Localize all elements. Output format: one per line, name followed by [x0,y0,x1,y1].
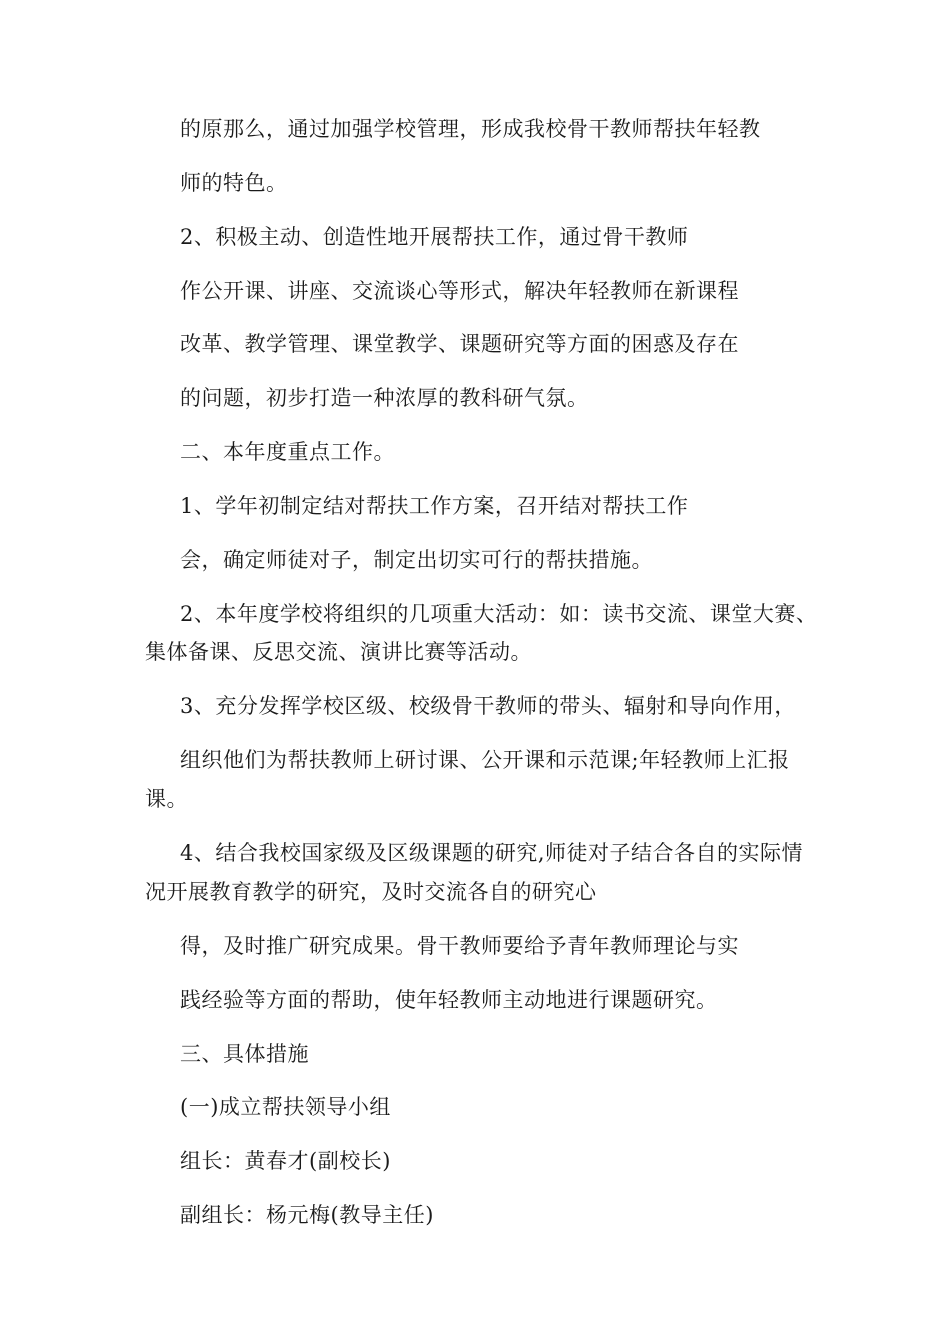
text-line: 作公开课、讲座、交流谈心等形式，解决年轻教师在新课程 [180,279,739,303]
text-line: 组长：黄春才(副校长) [180,1149,391,1173]
text-line: 况开展教育教学的研究，及时交流各自的研究心 [145,880,597,904]
text-line: 2、本年度学校将组织的几项重大活动：如：读书交流、课堂大赛、 [180,602,818,626]
text-line: 得，及时推广研究成果。骨干教师要给予青年教师理论与实 [180,934,739,958]
text-line: 1、学年初制定结对帮扶工作方案，召开结对帮扶工作 [180,494,689,518]
text-line: 师的特色。 [180,171,288,195]
text-line: 组织他们为帮扶教师上研讨课、公开课和示范课;年轻教师上汇报 [180,748,790,772]
text-line: 改革、教学管理、课堂教学、课题研究等方面的困惑及存在 [180,332,739,356]
text-line: 4、结合我校国家级及区级课题的研究,师徒对子结合各自的实际情 [180,841,804,865]
text-line: 副组长：杨元梅(教导主任) [180,1203,434,1227]
text-line: 集体备课、反思交流、演讲比赛等活动。 [145,640,532,664]
text-line: 3、充分发挥学校区级、校级骨干教师的带头、辐射和导向作用， [180,694,796,718]
section-heading: 三、具体措施 [180,1042,309,1066]
text-line: 的问题，初步打造一种浓厚的教科研气氛。 [180,386,589,410]
text-line: 的原那么，通过加强学校管理，形成我校骨干教师帮扶年轻教 [180,117,761,141]
text-line: 2、积极主动、创造性地开展帮扶工作，通过骨干教师 [180,225,689,249]
text-line: 会，确定师徒对子，制定出切实可行的帮扶措施。 [180,548,653,572]
text-line: 课。 [145,787,188,811]
subsection-heading: (一)成立帮扶领导小组 [180,1095,391,1119]
text-line: 践经验等方面的帮助，使年轻教师主动地进行课题研究。 [180,988,718,1012]
section-heading: 二、本年度重点工作。 [180,440,395,464]
